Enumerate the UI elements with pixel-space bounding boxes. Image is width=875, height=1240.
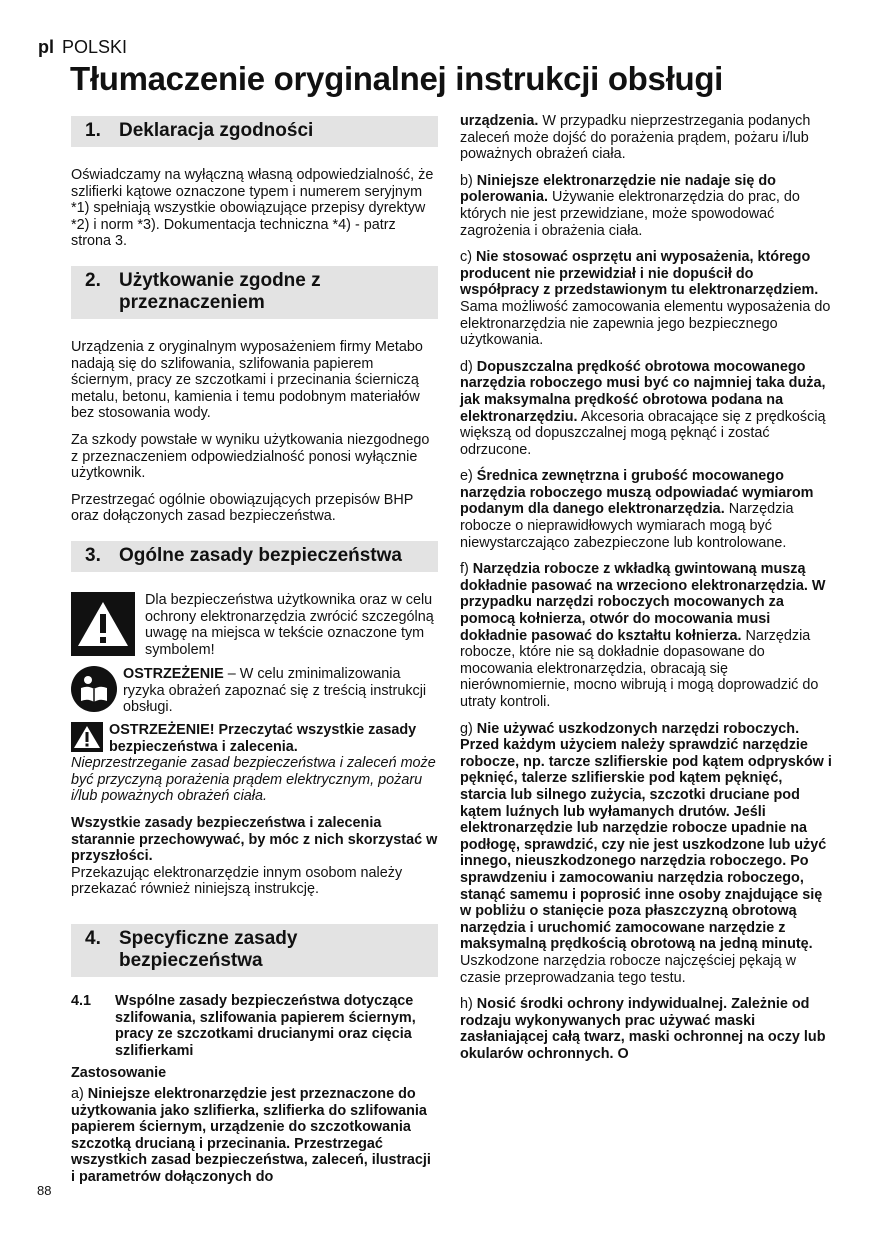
item-g: g) Nie używać uszkodzonych narzędzi roboczych. Przed każdym użyciem należy sprawdzić narzędzie robocze, np. tarcze szlifierskie pod kątem odprysków i pęknięć, talerze szlifierskie pod kątem pęknięć, starcia lub silnego zużycia, szczotki druciane pod kątem luźnych lub wyłamanych drutów. Jeśli elektronarzędzie lub narzędzie robocze upadnie na podłogę, sprawdzić, czy nie jest uszkodzone lub użyć innego, nieuszkodzonego narzędzia roboczego. Po sprawdzeniu i zamocowaniu narzędzia roboczego, stanąć samemu i poprosić inne osoby znajdujące się w pobliżu o stanięcie poza płaszczyzną obrotową narzędzia i uruchomić zamocowane narzędzie z maksymalną prędkością obrotową na jedną minutę. Uszkodzone narzędzia robocze najczęściej pękają w czasie przeprowadzania tego testu. bbox=[460, 720, 832, 986]
item-e: e) Średnica zewnętrzna i grubość mocowanego narzędzia roboczego muszą odpowiadać wymiarom podanym dla danego elektronarzędzia. Narzędzia robocze o nieprawidłowych wymiarach mogą być niewystarczająco zabezpieczone lub kontrolowane. bbox=[460, 468, 814, 551]
declaration-text: Oświadczamy na wyłączną własną odpowiedzialność, że szlifierki kątowe oznaczone typem i numerem seryjnym *1) spełniają wszystkie obowiązujące przepisy dyrektyw *2) i norm *3). Dokumentacja techniczna *4) - patrz strona 3. bbox=[71, 167, 434, 250]
item-d: d) Dopuszczalna prędkość obrotowa mocowanego narzędzia roboczego musi być co najmniej taka duża, jak maksymalna prędkość obrotowa podana na elektronarzędziu. Akcesoria obracające się z prędkością większą od dopuszczalnej mogą pęknąć i zostać odrzucone. bbox=[460, 358, 826, 458]
section-heading-3: 3. Ogólne zasady bezpieczeństwa bbox=[71, 541, 438, 572]
item-a: a) Niniejsze elektronarzędzie jest przeznaczone do użytkowania jako szlifierka, szlifierka do szlifowania papierem ściernym, urządzenie do szczotkowania szczotką drucianą i przecinania. Przestrzegać wszystkich zasad bezpieczeństwa, zaleceń, ilustracji i parametrów dołączonych do bbox=[71, 1085, 431, 1185]
item-c: c) Nie stosować osprzętu ani wyposażenia, którego producent nie przewidział i nie dopuścił do współpracy z przedstawionym tu elektronarzędziem. Sama możliwość zamocowania elementu wyposażenia do elektronarzędzia nie zapewnia jego bezpiecznego użytkowania. bbox=[460, 249, 831, 349]
read-manual-icon bbox=[71, 666, 117, 712]
section-heading-2: 2. Użytkowanie zgodne z przeznaczeniem bbox=[71, 266, 438, 319]
application-heading: Zastosowanie bbox=[71, 1065, 167, 1082]
intended-use-p3: Przestrzegać ogólnie obowiązujących przepisów BHP oraz dołączonych zasad bezpieczeństwa. bbox=[71, 491, 414, 525]
left-column bbox=[71, 116, 438, 1196]
section-heading-1: 1. Deklaracja zgodności bbox=[71, 116, 438, 147]
warning-triangle-icon bbox=[71, 592, 135, 656]
page-header bbox=[38, 37, 127, 58]
page-number: 88 bbox=[37, 1183, 52, 1198]
right-column bbox=[460, 113, 832, 1072]
language-code: pl bbox=[38, 37, 54, 57]
warning-triangle-small-icon bbox=[71, 722, 103, 752]
item-b: b) Niniejsze elektronarzędzie nie nadaje się do polerowania. Używanie elektronarzędzia do prac, do których nie jest przewidziane, może spowodować zagrożenia i obrażenia ciała. bbox=[460, 172, 800, 239]
item-f: f) Narzędzia robocze z wkładką gwintowaną muszą dokładnie pasować na wrzeciono elektronarzędzia. W przypadku narzędzi roboczych mocowanych za pomocą kołnierza, otwór do mocowania musi dokładnie pasować do kształtu kołnierza. Narzędzia robocze, które nie są dokładnie dopasowane do mocowania elektronarzędzia, obracają się nierównomiernie, mocno wibrują i mogą doprowadzić do utraty kontroli. bbox=[460, 561, 826, 710]
intended-use-p2: Za szkody powstałe w wyniku użytkowania niezgodnego z przeznaczeniem odpowiedzialność ponosi wyłącznie użytkownik. bbox=[71, 431, 430, 482]
read-all-warning: OSTRZEŻENIE! Przeczytać wszystkie zasady bezpieczeństwa i zalecenia. bbox=[71, 722, 438, 755]
intended-use-p1: Urządzenia z oryginalnym wyposażeniem firmy Metabo nadają się do szlifowania, szlifowania papierem ściernym, pracy ze szczotkami i przecinania ścierniczą metalu, betonu, kamienia i temu podobnym materiałów bez stosowania wody. bbox=[71, 338, 423, 422]
subsection-4-1: 4.1 Wspólne zasady bezpieczeństwa dotyczące szlifowania, szlifowania papierem ściernym, pracy ze szczotkami drucianymi oraz cięcia szlifierkami bbox=[71, 993, 416, 1059]
page-title: Tłumaczenie oryginalnej instrukcji obsługi bbox=[70, 60, 724, 97]
section-heading-4: 4. Specyficzne zasady bezpieczeństwa bbox=[71, 924, 438, 977]
item-a-continued: urządzenia. W przypadku nieprzestrzegania podanych zaleceń może dojść do porażenia prądem, pożaru i/lub poważnych obrażeń ciała. bbox=[460, 113, 811, 163]
read-all-warning-italic: Nieprzestrzeganie zasad bezpieczeństwa i zaleceń może być przyczyną porażenia prądem elektrycznym, pożaru i/lub poważnych obrażeń ciała. bbox=[71, 755, 436, 805]
read-manual-warning: OSTRZEŻENIE – W celu zminimalizowania ryzyka obrażeń zapoznać się z treścią instrukcji obsługi. bbox=[71, 666, 438, 716]
keep-instructions: Wszystkie zasady bezpieczeństwa i zalecenia starannie przechowywać, by móc z nich skorzystać w przyszłości. Przekazując elektronarzędzie innym osobom należy przekazać również niniejszą instrukcję. bbox=[71, 815, 438, 898]
language-name: POLSKI bbox=[62, 37, 128, 57]
item-h: h) Nosić środki ochrony indywidualnej. Zależnie od rodzaju wykonywanych prac używać maski zasłaniającej całą twarz, maski ochronnej na oczy lub okularów ochronnych. O bbox=[460, 996, 826, 1062]
safety-symbol-note: Dla bezpieczeństwa użytkownika oraz w celu ochrony elektronarzędzia zwrócić szczególną uwagę na miejsca w tekście oznaczone tym symbolem! bbox=[71, 592, 438, 658]
